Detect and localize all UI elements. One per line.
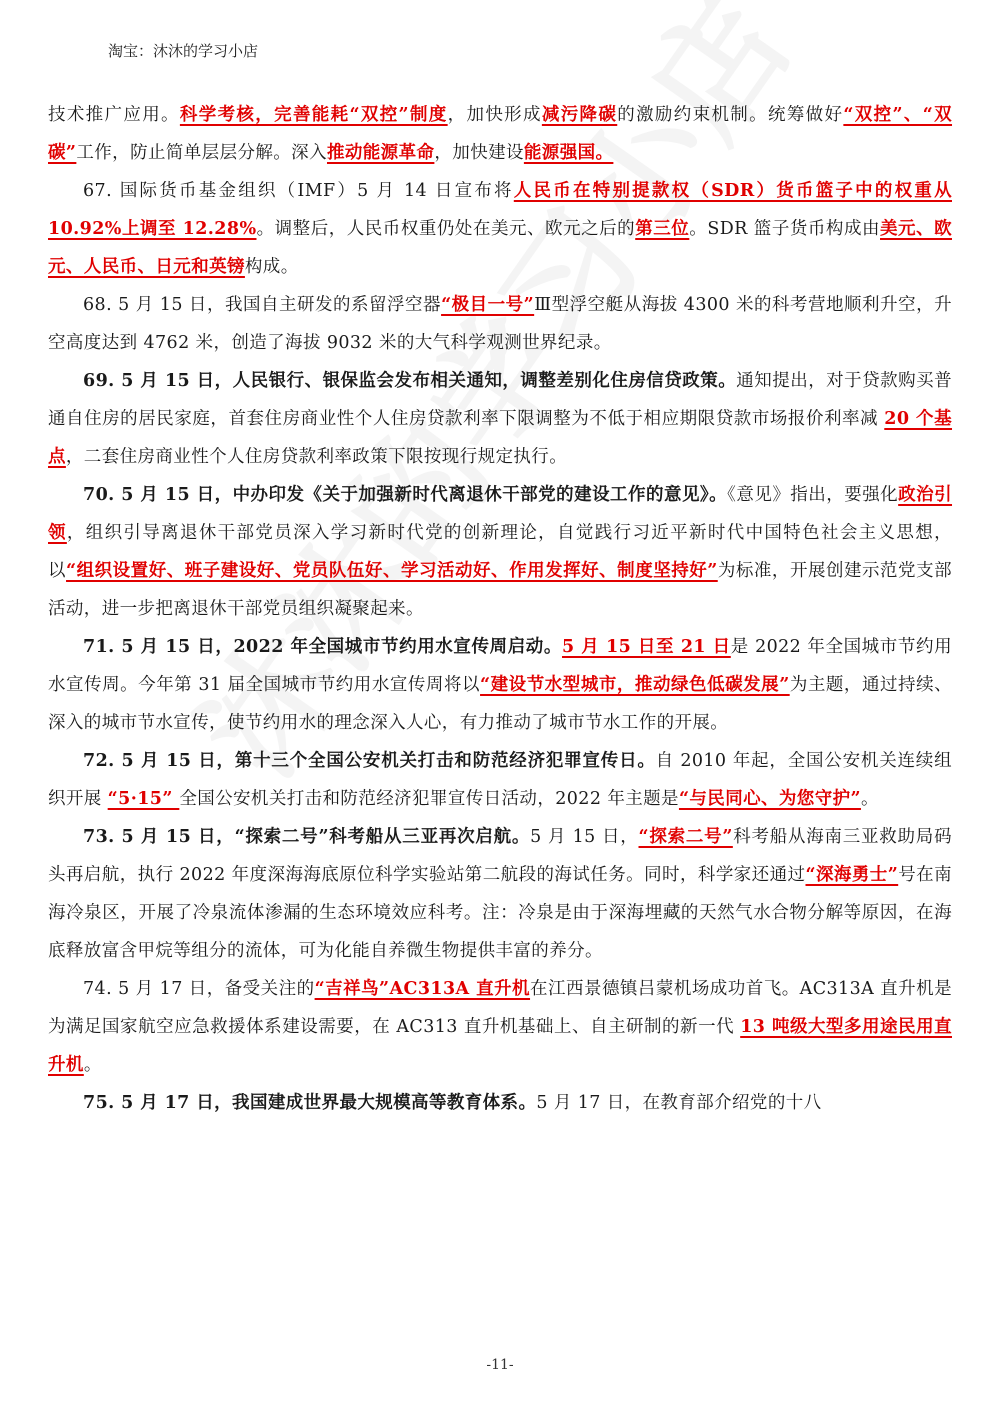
body-text: 工作，防止简单层层分解。深入: [76, 143, 327, 163]
body-text: 。: [83, 1055, 102, 1075]
body-text: 68. 5 月 15 日，我国自主研发的系留浮空器: [83, 295, 442, 315]
highlighted-text: “5·15”: [107, 789, 180, 809]
highlighted-text: 20 个基点: [48, 409, 953, 467]
paragraph: [48, 286, 952, 362]
body-text: ，二套住房商业性个人住房贷款利率政策下限按现行规定执行。: [65, 447, 568, 467]
body-text: ，加快形成: [447, 105, 542, 125]
body-text: ，组织引导离退休干部党员深入学习新时代党的创新理论，自觉践行习近平新时代中国特色社会主义思想，以: [48, 523, 952, 581]
body-text: 在江西景德镇吕蒙机场成功首飞。AC313A 直升机是为满足国家航空应急救援体系建设需要，在 AC313 直升机基础上、自主研制的新一代: [48, 979, 953, 1037]
highlighted-text: “极目一号”: [441, 295, 535, 315]
body-text: 67. 国际货币基金组织（IMF）5 月 14 日宣布将: [83, 181, 514, 201]
body-text: 通知提出，对于贷款购买普通自住房的居民家庭，首套住房商业性个人住房贷款利率下限调整为不低于相应期限贷款市场报价利率减: [48, 371, 952, 429]
body-text: 为标准，开展创建示范党支部活动，进一步把离退休干部党员组织凝聚起来。: [48, 561, 952, 619]
body-text: 科考船从海南三亚救助局码头再启航，执行 2022 年度深海海底原位科学实验站第二航段的海试任务。同时，科学家还通过: [48, 827, 952, 885]
body-text: 。: [860, 789, 879, 809]
paragraph: [48, 96, 952, 172]
body-text: 。SDR 篮子货币构成由: [689, 219, 881, 239]
highlighted-text: 5 月 15 日至 21 日: [562, 637, 731, 657]
highlighted-text: 推动能源革命: [326, 143, 435, 163]
body-text: 是 2022 年全国城市节约用水宣传周。今年第 31 届全国城市节约用水宣传周将以: [48, 637, 952, 695]
bold-headline: 73. 5 月 15 日，“探索二号”科考船从三亚再次启航。: [83, 827, 531, 847]
highlighted-text: 第三位: [635, 219, 690, 239]
highlighted-text: “双控”、“双碳”: [48, 105, 953, 163]
paragraph: [48, 742, 952, 818]
body-text: 全国公安机关打击和防范经济犯罪宣传日活动，2022 年主题是: [179, 789, 679, 809]
body-text: 。调整后，人民币权重仍处在美元、欧元之后的: [256, 219, 636, 239]
body-text: 号在南海冷泉区，开展了冷泉流体渗漏的生态环境效应科考。注：冷泉是由于深海埋藏的天然气水合物分解等原因，在海底释放富含甲烷等组分的流体，可为化能自养微生物提供丰富的养分。: [48, 865, 952, 961]
document-body: [48, 96, 952, 1122]
paragraph: [48, 362, 952, 476]
paragraph: [48, 172, 952, 286]
bold-headline: 69. 5 月 15 日，人民银行、银保监会发布相关通知，调整差别化住房信贷政策。: [83, 371, 737, 391]
paragraph: [48, 970, 952, 1084]
paragraph: [48, 628, 952, 742]
highlighted-text: 能源强国。: [523, 143, 614, 163]
highlighted-text: “深海勇士”: [805, 865, 899, 885]
body-text: 技术推广应用。: [48, 105, 180, 125]
highlighted-text: 减污降碳: [541, 105, 618, 125]
body-text: 自 2010 年起，全国公安机关连续组织开展: [48, 751, 952, 809]
body-text: 《意见》指出，要强化: [727, 485, 899, 505]
paragraph: [48, 818, 952, 970]
highlighted-text: “与民同心、为您守护”: [678, 789, 861, 809]
highlighted-text: 13 吨级大型多用途民用直升机: [48, 1017, 952, 1075]
highlighted-text: 美元、欧元、人民币、日元和英镑: [48, 219, 952, 277]
page-number: -11-: [486, 1357, 514, 1373]
body-text: 5 月 15 日，: [530, 827, 639, 847]
body-text: Ⅲ型浮空艇从海拔 4300 米的科考营地顺利升空，升空高度达到 4762 米，创造了海拔 9032 米的大气科学观测世界纪录。: [48, 295, 952, 353]
paragraph: [48, 476, 952, 628]
highlighted-text: “探索二号”: [638, 827, 733, 847]
highlighted-text: “组织设置好、班子建设好、党员队伍好、学习活动好、作用发挥好、制度坚持好”: [66, 561, 718, 581]
body-text: 的激励约束机制。统筹做好: [617, 105, 844, 125]
bold-headline: 70. 5 月 15 日，中办印发《关于加强新时代离退休干部党的建设工作的意见》。: [83, 485, 728, 505]
body-text: 74. 5 月 17 日，备受关注的: [83, 979, 315, 999]
highlighted-text: 人民币在特别提款权（SDR）货币篮子中的权重从 10.92%上调至 12.28%: [48, 181, 952, 239]
highlighted-text: “建设节水型城市，推动绿色低碳发展”: [480, 675, 790, 695]
bold-headline: 71. 5 月 15 日，2022 年全国城市节约用水宣传周启动。: [83, 637, 563, 657]
body-text: 为主题，通过持续、深入的城市节水宣传，使节约用水的理念深入人心，有力推动了城市节水工作的开展。: [48, 675, 953, 733]
body-text: 构成。: [244, 257, 299, 277]
bold-headline: 72. 5 月 15 日，第十三个全国公安机关打击和防范经济犯罪宣传日。: [83, 751, 656, 771]
body-text: ，加快建设: [434, 143, 524, 163]
highlighted-text: 政治引领: [48, 485, 953, 543]
bold-headline: 75. 5 月 17 日，我国建成世界最大规模高等教育体系。: [83, 1093, 537, 1113]
body-text: 5 月 17 日，在教育部介绍党的十八: [536, 1093, 822, 1113]
page-header: 淘宝：沐沐的学习小店: [108, 42, 259, 60]
highlighted-text: 科学考核，完善能耗“双控”制度: [179, 105, 448, 125]
paragraph: [48, 1084, 952, 1122]
highlighted-text: “吉祥鸟”AC313A 直升机: [314, 979, 531, 999]
